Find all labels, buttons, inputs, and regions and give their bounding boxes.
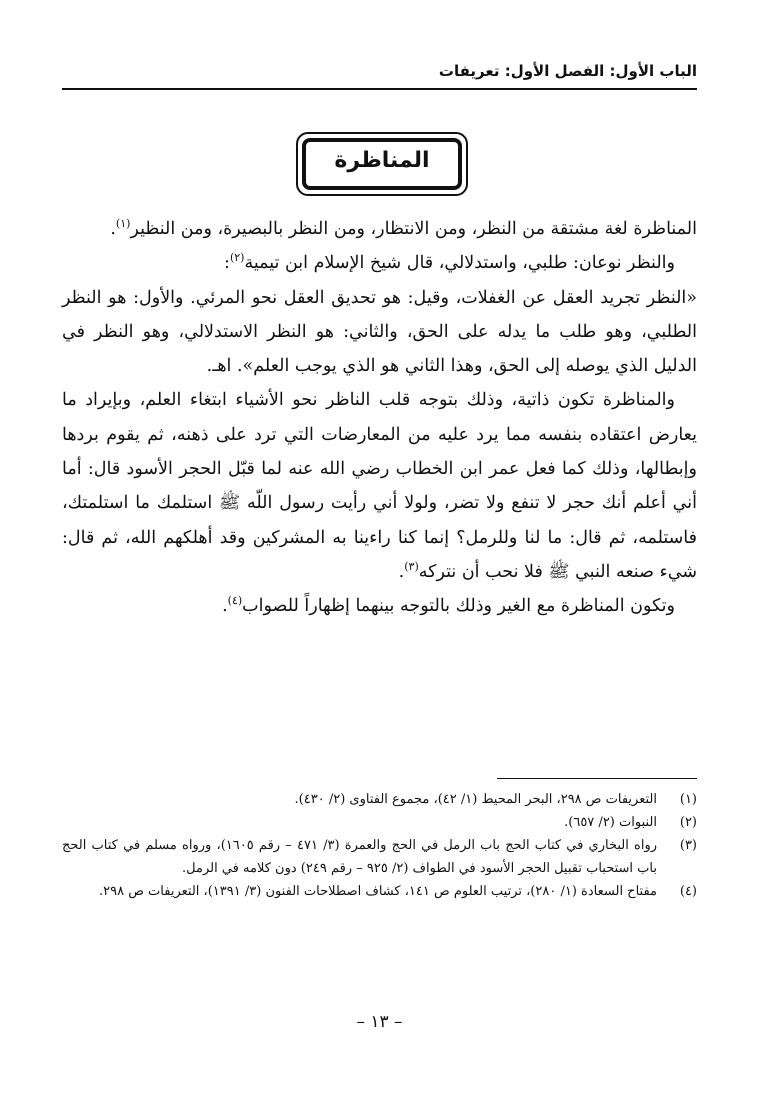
- main-text: [62, 212, 697, 624]
- paragraph: المناظرة لغة مشتقة من النظر، ومن الانتظار، ومن النظر بالبصيرة، ومن النظير$^{(١)}$.: [110, 217, 697, 239]
- footnote-text: التعريفات ص ٢٩٨، البحر المحيط (١/ ٤٢)، مجموع الفتاوى (٢/ ٤٣٠).: [294, 792, 657, 807]
- footnote-number: (٣): [679, 838, 697, 853]
- section-title: المناظرة: [334, 148, 430, 173]
- running-header: [62, 54, 697, 90]
- footnote-text: مفتاح السعادة (١/ ٢٨٠)، ترتيب العلوم ص ١٤١، كشاف اصطلاحات الفنون (٣/ ١٣٩١)، التعريفات ص ٢٩٨.: [98, 884, 657, 899]
- section-title-frame: [296, 132, 468, 196]
- paragraph: والنظر نوعان: طلبي، واستدلالي، قال شيخ الإسلام ابن تيمية$^{(٢)}$:: [224, 251, 675, 274]
- footnote: [62, 788, 697, 811]
- footnote: [62, 811, 697, 834]
- quotation-paragraph: «النظر تجريد العقل عن الغفلات، وقيل: هو تحديق العقل نحو المرئي. والأول: هو النظر الطلبي، وهو طلب ما يدله على الحق، والثاني: هو النظر الاستدلالي، وهو النظر في الدليل الذي يوصله إلى الحق، وهذا الثاني هو الذي يوجب العلم». اهـ.: [62, 287, 697, 377]
- footnotes: [62, 788, 697, 903]
- footnote: [62, 880, 697, 903]
- footnote-number: (١): [679, 792, 697, 807]
- footnote-ref: (٢): [229, 251, 245, 265]
- footnote: [62, 834, 697, 880]
- running-title: الباب الأول: الفصل الأول: تعريفات: [438, 62, 697, 80]
- page-number: – ١٣ –: [356, 1012, 403, 1032]
- footnote-text: رواه البخاري في كتاب الحج باب الرمل في الحج والعمرة (٣/ ٤٧١ – رقم ١٦٠٥)، ورواه مسلم في كتاب الحج باب استحباب تقبيل الحجر الأسود في الطواف (٢/ ٩٢٥ – رقم ٢٤٩) دون كلامه في الرمل.: [62, 838, 658, 876]
- footnote-number: (٤): [679, 884, 697, 899]
- footnote-ref: (١): [115, 217, 131, 231]
- paragraph: والمناظرة تكون ذاتية، وذلك بتوجه قلب الناظر نحو الأشياء ابتغاء العلم، وبإيراد ما يعارض اعتقاده بنفسه مما يرد عليه من المعارضات التي ترد على ذهنه، ثم يقوم بردها وإبطالها، وذلك كما فعل عمر ابن الخطاب رضي الله عنه لما قبّل الحجر الأسود قال: أما أني أعلم أنك حجر لا تنفع ولا تضر، ولولا أني رأيت رسول اللّه ﷺ استلمك ما استلمتك، فاستلمه، ثم قال: ما لنا وللرمل؟ إنما كنا راءينا به المشركين وقد أهلكهم الله، ثم قال: شيء صنعه النبي ﷺ فلا نحب أن نتركه$^{(٣)}$.: [62, 390, 697, 582]
- footnote-separator: [497, 778, 697, 779]
- footnote-ref: (٤): [227, 594, 243, 608]
- footnote-ref: (٣): [404, 560, 419, 574]
- footnote-number: (٢): [679, 815, 697, 830]
- paragraph: وتكون المناظرة مع الغير وذلك بالتوجه بينهما إظهاراً للصواب$^{(٤)}$.: [222, 594, 675, 617]
- footnote-text: النبوات (٢/ ٦٥٧).: [564, 815, 657, 830]
